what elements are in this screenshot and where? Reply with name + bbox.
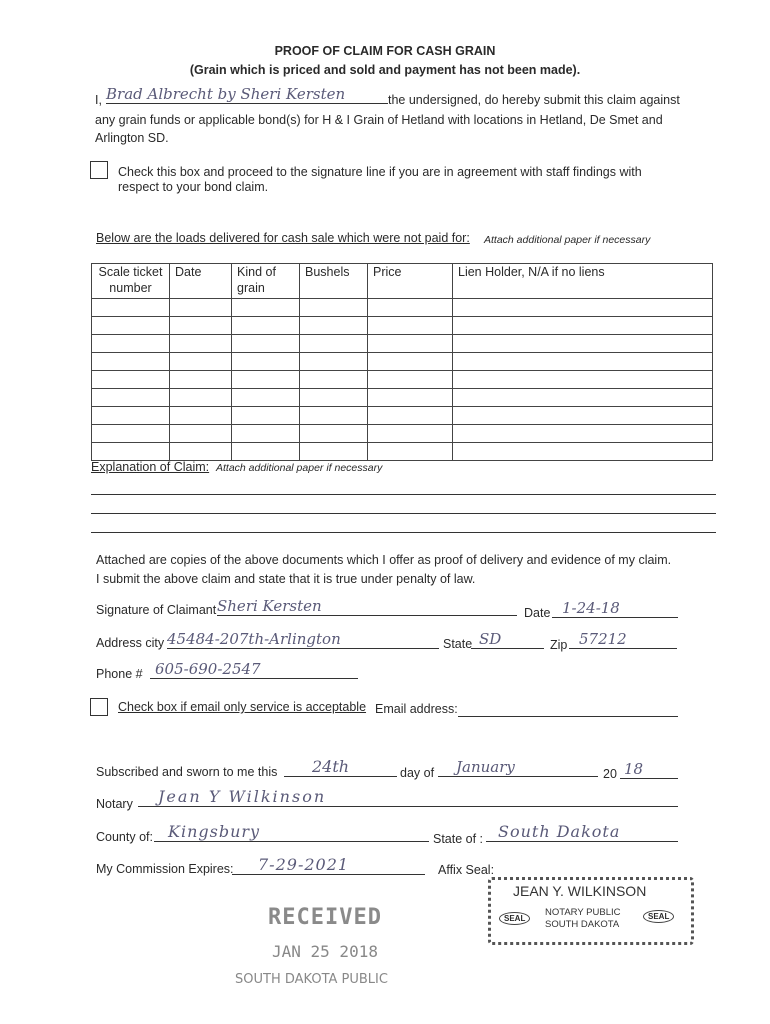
table-cell[interactable]	[300, 371, 368, 389]
table-cell[interactable]	[453, 425, 713, 443]
column-header-kind-of-grain: Kind of grain	[232, 264, 300, 299]
notary-state-field[interactable]: South Dakota	[486, 822, 678, 842]
loads-header-row	[92, 264, 713, 299]
received-stamp-date: JAN 25 2018	[272, 942, 378, 961]
loads-heading: Below are the loads delivered for cash sale which were not paid for:	[96, 231, 470, 245]
explanation-line[interactable]	[91, 513, 716, 514]
table-cell[interactable]	[453, 371, 713, 389]
table-cell[interactable]	[300, 425, 368, 443]
column-header-bushels: Bushels	[300, 264, 368, 299]
email-field[interactable]	[458, 716, 678, 717]
column-header-price: Price	[368, 264, 453, 299]
date-label: Date	[524, 606, 551, 620]
phone-field[interactable]: 605-690-2547	[150, 660, 358, 679]
table-cell[interactable]	[232, 353, 300, 371]
table-cell[interactable]	[232, 443, 300, 461]
table-cell[interactable]	[232, 299, 300, 317]
table-cell[interactable]	[368, 353, 453, 371]
table-cell[interactable]	[453, 317, 713, 335]
zip-field[interactable]: 57212	[569, 630, 677, 649]
zip-label: Zip	[550, 638, 568, 652]
table-cell[interactable]	[453, 335, 713, 353]
table-cell[interactable]	[92, 425, 170, 443]
intro-line1: the undersigned, do hereby submit this claim against	[388, 93, 680, 107]
table-row	[92, 371, 713, 389]
received-stamp-word: RECEIVED	[268, 905, 382, 930]
table-cell[interactable]	[368, 299, 453, 317]
table-cell[interactable]	[92, 299, 170, 317]
table-cell[interactable]	[300, 443, 368, 461]
table-cell[interactable]	[453, 443, 713, 461]
seal-badge-left: SEAL	[499, 912, 530, 925]
seal-line2: SOUTH DAKOTA	[545, 919, 620, 930]
table-cell[interactable]	[300, 389, 368, 407]
signature-field[interactable]: Sheri Kersten	[217, 597, 517, 616]
sworn-month-field[interactable]: January	[438, 758, 598, 777]
loads-table	[91, 263, 713, 461]
table-cell[interactable]	[170, 335, 232, 353]
sworn-year-field[interactable]: 18	[620, 760, 678, 779]
county-label: County of:	[96, 830, 153, 844]
table-cell[interactable]	[300, 407, 368, 425]
table-cell[interactable]	[453, 353, 713, 371]
table-cell[interactable]	[232, 317, 300, 335]
table-row	[92, 443, 713, 461]
table-row	[92, 317, 713, 335]
sworn-label: Subscribed and sworn to me this	[96, 765, 278, 779]
table-cell[interactable]	[368, 317, 453, 335]
table-cell[interactable]	[453, 389, 713, 407]
table-cell[interactable]	[232, 389, 300, 407]
table-cell[interactable]	[300, 299, 368, 317]
notary-state-label: State of :	[433, 832, 484, 846]
table-cell[interactable]	[300, 317, 368, 335]
address-label: Address city	[96, 636, 165, 650]
column-header-lien-holder: Lien Holder, N/A if no liens	[453, 264, 713, 299]
address-field[interactable]: 45484-207th-Arlington	[167, 630, 439, 649]
commission-field[interactable]: 7-29-2021	[232, 855, 425, 875]
form-title: PROOF OF CLAIM FOR CASH GRAIN	[274, 44, 496, 58]
notary-seal-stamp	[488, 877, 694, 945]
table-cell[interactable]	[368, 443, 453, 461]
loads-heading-note: Attach additional paper if necessary	[484, 234, 651, 246]
table-cell[interactable]	[300, 353, 368, 371]
table-cell[interactable]	[368, 335, 453, 353]
notary-name-field[interactable]: Jean Y Wilkinson	[138, 787, 678, 807]
table-row	[92, 353, 713, 371]
email-only-checkbox[interactable]	[90, 698, 108, 716]
explanation-note: Attach additional paper if necessary	[216, 462, 383, 474]
notary-label: Notary	[96, 797, 133, 811]
phone-label: Phone #	[96, 667, 143, 681]
table-cell[interactable]	[368, 425, 453, 443]
table-cell[interactable]	[368, 371, 453, 389]
year-prefix: 20	[603, 767, 617, 781]
seal-line1: NOTARY PUBLIC	[545, 907, 621, 918]
table-row	[92, 389, 713, 407]
table-cell[interactable]	[92, 389, 170, 407]
commission-label: My Commission Expires:	[96, 862, 234, 876]
intro-prefix: I,	[95, 93, 102, 107]
attestation-line1: Attached are copies of the above documents which I offer as proof of delivery and evidence of my claim.	[96, 553, 672, 567]
signature-label: Signature of Claimant	[96, 603, 217, 617]
affix-seal-label: Affix Seal:	[438, 863, 495, 877]
date-field[interactable]: 1-24-18	[552, 599, 678, 618]
table-cell[interactable]	[232, 407, 300, 425]
table-cell[interactable]	[453, 407, 713, 425]
table-row	[92, 407, 713, 425]
agreement-text-line2: respect to your bond claim.	[118, 180, 269, 194]
email-check-label: Check box if email only service is acceptable	[118, 700, 367, 714]
day-of-label: day of	[400, 766, 435, 780]
table-cell[interactable]	[300, 335, 368, 353]
county-field[interactable]: Kingsbury	[154, 822, 429, 842]
table-cell[interactable]	[170, 299, 232, 317]
table-cell[interactable]	[92, 335, 170, 353]
sworn-day-field[interactable]: 24th	[284, 757, 397, 777]
table-cell[interactable]	[170, 389, 232, 407]
intro-line2: any grain funds or applicable bond(s) for H & I Grain of Hetland with locations in Hetland, De Smet and	[95, 113, 663, 127]
seal-name: JEAN Y. WILKINSON	[513, 883, 647, 899]
table-cell[interactable]	[92, 371, 170, 389]
explanation-line[interactable]	[91, 532, 716, 533]
state-field[interactable]: SD	[471, 630, 544, 649]
table-row	[92, 299, 713, 317]
table-cell[interactable]	[92, 407, 170, 425]
table-row	[92, 425, 713, 443]
table-cell[interactable]	[92, 443, 170, 461]
table-cell[interactable]	[170, 353, 232, 371]
claimant-name-field[interactable]: Brad Albrecht by Sheri Kersten	[106, 85, 388, 104]
explanation-line[interactable]	[91, 494, 716, 495]
table-cell[interactable]	[232, 371, 300, 389]
email-label: Email address:	[375, 702, 458, 716]
table-cell[interactable]	[92, 353, 170, 371]
column-header-date: Date	[170, 264, 232, 299]
column-header-scale-ticket: Scale ticket number	[92, 264, 170, 299]
table-row	[92, 335, 713, 353]
seal-badge-right: SEAL	[643, 910, 674, 923]
table-cell[interactable]	[170, 407, 232, 425]
received-stamp-agency: SOUTH DAKOTA PUBLIC	[235, 972, 388, 987]
table-cell[interactable]	[170, 443, 232, 461]
intro-line3: Arlington SD.	[95, 131, 169, 145]
agreement-text-line1: Check this box and proceed to the signature line if you are in agreement with staff findings with	[118, 165, 642, 179]
state-label: State	[443, 637, 473, 651]
table-cell[interactable]	[92, 317, 170, 335]
form-subtitle: (Grain which is priced and sold and payment has not been made).	[189, 63, 581, 77]
table-cell[interactable]	[232, 425, 300, 443]
agreement-checkbox[interactable]	[90, 161, 108, 179]
explanation-label: Explanation of Claim:	[91, 460, 210, 474]
table-cell[interactable]	[368, 389, 453, 407]
table-cell[interactable]	[232, 335, 300, 353]
table-cell[interactable]	[368, 407, 453, 425]
table-cell[interactable]	[170, 371, 232, 389]
table-cell[interactable]	[170, 425, 232, 443]
attestation-line2: I submit the above claim and state that it is true under penalty of law.	[96, 572, 476, 586]
table-cell[interactable]	[453, 299, 713, 317]
table-cell[interactable]	[170, 317, 232, 335]
